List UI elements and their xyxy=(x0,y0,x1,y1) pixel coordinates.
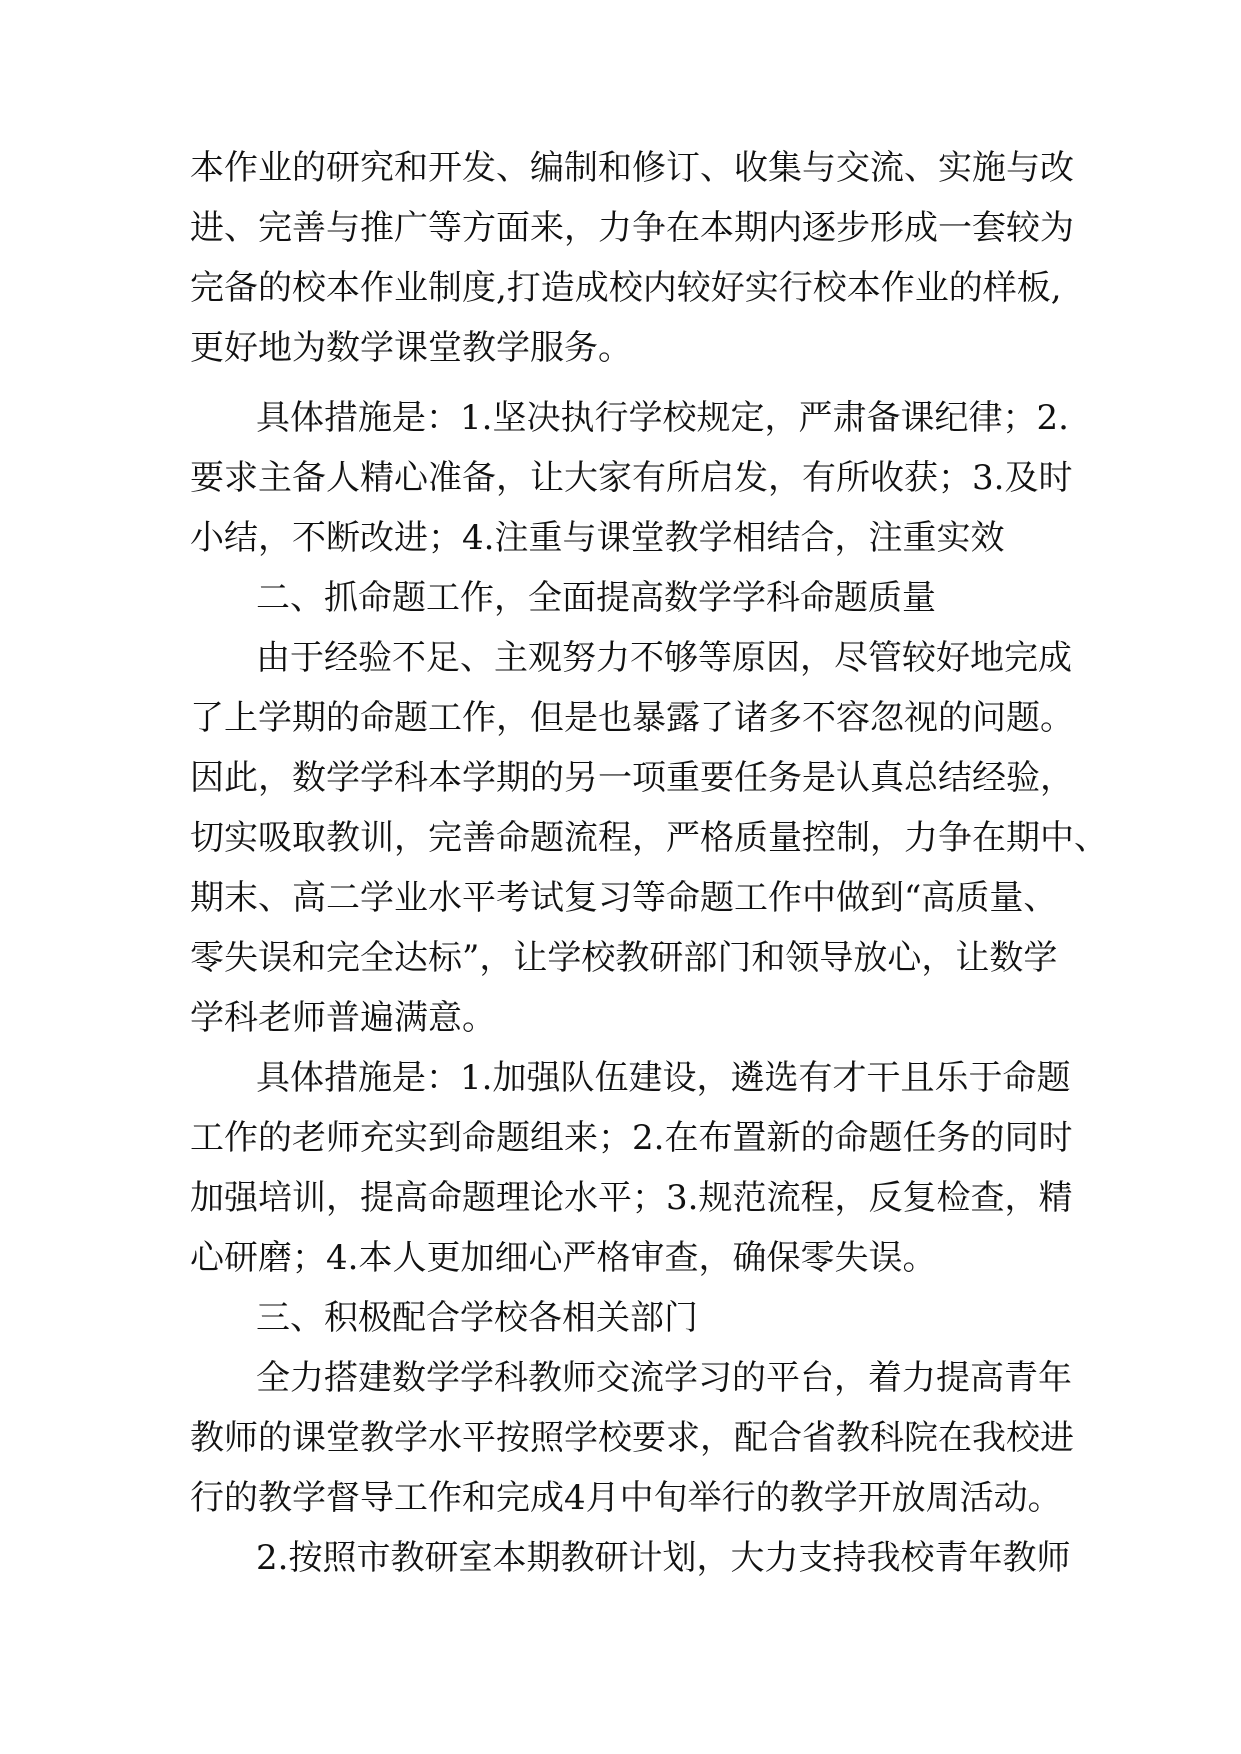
text-line: 教师的课堂教学水平按照学校要求，配合省教科院在我校进 xyxy=(190,1418,1074,1458)
section-heading: 三、积极配合学校各相关部门 xyxy=(256,1298,698,1338)
text-line: 2.按照市教研室本期教研计划，大力支持我校青年教师 xyxy=(256,1538,1071,1578)
text-line: 了上学期的命题工作，但是也暴露了诸多不容忽视的问题。 xyxy=(190,698,1074,738)
text-line: 本作业的研究和开发、编制和修订、收集与交流、实施与改 xyxy=(190,148,1074,188)
text-line: 具体措施是：1.坚决执行学校规定，严肃备课纪律；2. xyxy=(256,398,1069,438)
text-line: 行的教学督导工作和完成4月中旬举行的教学开放周活动。 xyxy=(190,1478,1062,1518)
text-line: 期末、高二学业水平考试复习等命题工作中做到“高质量、 xyxy=(190,878,1058,918)
text-line: 工作的老师充实到命题组来；2.在布置新的命题任务的同时 xyxy=(190,1118,1073,1158)
text-line: 进、完善与推广等方面来，力争在本期内逐步形成一套较为 xyxy=(190,208,1074,248)
text-line: 切实吸取教训，完善命题流程，严格质量控制，力争在期中、 xyxy=(190,818,1108,858)
text-line: 零失误和完全达标”，让学校教研部门和领导放心，让数学 xyxy=(190,938,1058,978)
text-line: 由于经验不足、主观努力不够等原因，尽管较好地完成 xyxy=(256,638,1072,678)
text-line: 完备的校本作业制度,打造成校内较好实行校本作业的样板, xyxy=(190,268,1062,308)
text-line: 因此，数学学科本学期的另一项重要任务是认真总结经验， xyxy=(190,758,1074,798)
text-line: 要求主备人精心准备，让大家有所启发，有所收获；3.及时 xyxy=(190,458,1073,498)
text-line: 学科老师普遍满意。 xyxy=(190,998,496,1038)
text-line: 加强培训，提高命题理论水平；3.规范流程，反复检查，精 xyxy=(190,1178,1073,1218)
text-line: 小结，不断改进；4.注重与课堂教学相结合，注重实效 xyxy=(190,518,1005,558)
section-heading: 二、抓命题工作，全面提高数学学科命题质量 xyxy=(256,578,936,618)
text-line: 心研磨；4.本人更加细心严格审查，确保零失误。 xyxy=(190,1238,937,1278)
text-line: 更好地为数学课堂教学服务。 xyxy=(190,328,632,368)
text-line: 具体措施是：1.加强队伍建设，遴选有才干且乐于命题 xyxy=(256,1058,1071,1098)
text-line: 全力搭建数学学科教师交流学习的平台，着力提高青年 xyxy=(256,1358,1072,1398)
